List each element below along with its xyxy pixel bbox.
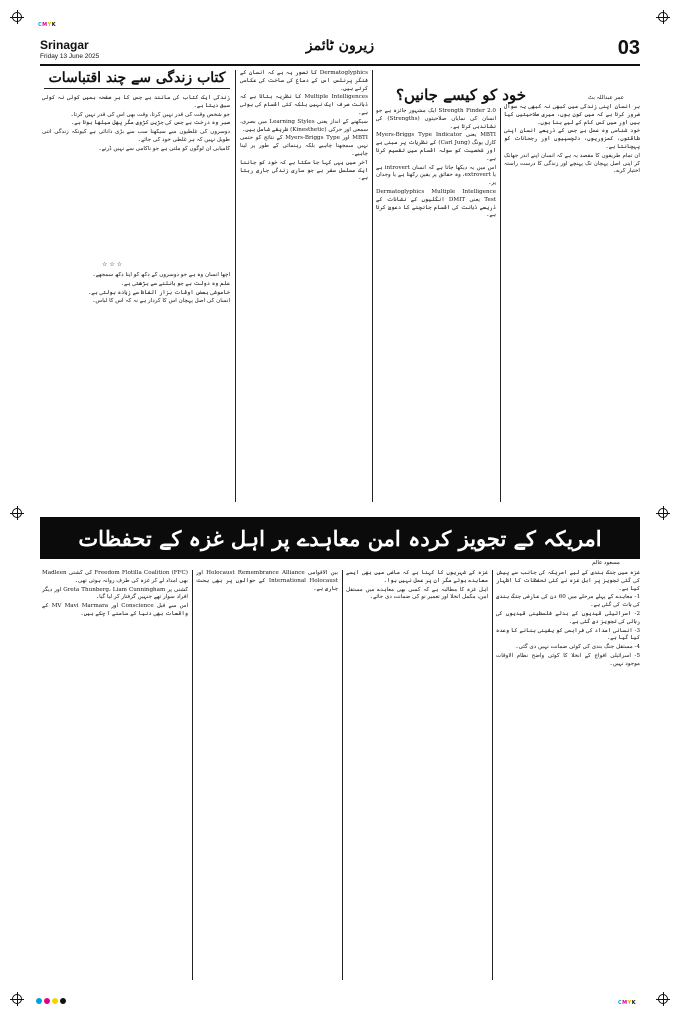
masthead-logo: زیرون ٹائمز bbox=[305, 38, 375, 54]
paragraph: کشتی پر Greta Thunberg، Liam Cunningham اور دیگر افراد سوار تھے جنہیں گرفتار کر لیا گیا۔ bbox=[42, 586, 188, 601]
article-khud-column-2 bbox=[504, 104, 640, 502]
article-khud-column-1 bbox=[376, 108, 496, 502]
registration-mark bbox=[12, 12, 22, 22]
color-bar bbox=[36, 998, 66, 1004]
paragraph: ہر انسان اپنی زندگی میں کبھی نہ کبھی یہ سوال ضرور کرتا ہے کہ میں کون ہوں، میری صلاحیتیں کیا ہیں اور میں کس کام کے لیے بنا ہوں۔ bbox=[504, 104, 640, 126]
registration-mark bbox=[658, 508, 668, 518]
paragraph: ان تمام طریقوں کا مقصد یہ ہے کہ انسان اپنے اندر جھانک کر اپنی اصل پہچان تک پہنچے اور زندگی کا درست راستہ اختیار کرے۔ bbox=[504, 152, 640, 175]
list-item: 2- اسرائیلی قیدیوں کے بدلے فلسطینی قیدیوں کی رہائی کی تجویز دی گئی ہے۔ bbox=[496, 610, 640, 625]
paragraph: خود شناسی وہ عمل ہے جس کے ذریعے انسان اپنی طاقتوں، کمزوریوں، دلچسپیوں اور رجحانات کو پہچانتا ہے۔ bbox=[504, 128, 640, 150]
registration-mark bbox=[658, 12, 668, 22]
paragraph: خاموشی بعض اوقات ہزار الفاظ سے زیادہ بولتی ہے۔ bbox=[87, 289, 230, 296]
paragraph: MBTI یعنی Myers-Briggs Type Indicator کارل یونگ (Carl Jung) کے نظریات پر مبنی ہے اور شخصیت کو سولہ اقسام میں تقسیم کرتا ہے۔ bbox=[376, 132, 496, 162]
column-separator bbox=[500, 108, 501, 502]
list-item: 5- اسرائیلی افواج کے انخلا کا کوئی واضح نظام الاوقات موجود نہیں۔ bbox=[496, 652, 640, 667]
paragraph: انسان کی اصل پہچان اس کا کردار ہے نہ کہ اس کا لباس۔ bbox=[92, 298, 230, 305]
article-title-khud: خود کو کیسے جانیں؟ bbox=[395, 86, 527, 104]
article-gaza-column-1 bbox=[496, 570, 640, 980]
column-separator bbox=[192, 570, 193, 980]
header-rule bbox=[40, 64, 640, 66]
paragraph: غزہ میں جنگ بندی کے لیے امریکہ کی جانب سے پیش کی گئی تجویز پر اہل غزہ نے کئی تحفظات کا اظہار کیا ہے۔ bbox=[496, 570, 640, 592]
paragraph: جو شخص وقت کی قدر نہیں کرتا، وقت بھی اس کی قدر نہیں کرتا۔ bbox=[70, 111, 230, 118]
paragraph: Multiple Intelligences کا نظریہ بتاتا ہے کہ ذہانت صرف ایک نہیں بلکہ کئی اقسام کی ہوتی ہے۔ bbox=[240, 94, 368, 116]
list-item: 1- معاہدے کے پہلے مرحلے میں 60 دن کی عارضی جنگ بندی کی بات کی گئی ہے۔ bbox=[496, 594, 640, 609]
paragraph: صبر وہ درخت ہے جس کی جڑیں کڑوی مگر پھل میٹھا ہوتا ہے۔ bbox=[71, 120, 230, 127]
article-gaza-column-3 bbox=[196, 570, 338, 980]
banner-headline: امریکہ کے تجویز کردہ امن معاہدے پر اہل غزہ کے تحفظات bbox=[40, 517, 640, 559]
edition-date: Friday 13 June 2025 bbox=[40, 53, 100, 60]
paragraph: بین الاقوامی Holocaust Remembrance Alliance اور International Holocaust کے حوالوں پر بھی بحث جاری ہے۔ bbox=[196, 570, 338, 592]
paragraph: زندگی ایک کتاب کی مانند ہے جس کا ہر صفحہ ہمیں کوئی نہ کوئی سبق دیتا ہے۔ bbox=[42, 95, 230, 109]
paragraph: سیکھنے کے انداز یعنی Learning Styles میں بصری، سمعی اور حرکی (Kinesthetic) طریقے شامل ہیں۔ bbox=[240, 118, 368, 133]
article-kitab-column-1 bbox=[42, 95, 230, 257]
page-header bbox=[40, 38, 640, 64]
edition-city: Srinagar bbox=[40, 38, 89, 52]
cmyk-mark: CMYK bbox=[618, 1000, 637, 1006]
paragraph: دوسروں کی غلطیوں سے سیکھنا سب سے بڑی دانائی ہے کیونکہ زندگی اتنی طویل نہیں کہ ہر غلطی خود کی جائے۔ bbox=[42, 129, 230, 143]
author-byline: عمر عبداللہ بٹ bbox=[588, 95, 624, 101]
article-khud-continuation bbox=[240, 70, 368, 502]
registration-mark bbox=[12, 508, 22, 518]
paragraph: Dermatoglyphics Multiple Intelligence Test یعنی DMIT انگلیوں کے نشانات کے ذریعے ذہانت کی اقسام جانچنے کا دعویٰ کرتا ہے۔ bbox=[376, 188, 496, 219]
paragraph: غزہ کے شہریوں کا کہنا ہے کہ ماضی میں بھی ایسے معاہدے ہوئے مگر ان پر عمل نہیں ہوا۔ bbox=[346, 570, 488, 584]
article-gaza-column-4 bbox=[42, 570, 188, 980]
paragraph: اچھا انسان وہ ہے جو دوسروں کے دکھ کو اپنا دکھ سمجھے۔ bbox=[92, 272, 230, 278]
page-number: 03 bbox=[617, 37, 640, 59]
column-separator bbox=[235, 70, 236, 502]
author-byline: مسعود عالم bbox=[592, 560, 620, 566]
registration-mark bbox=[12, 994, 22, 1004]
list-item: 3- انسانی امداد کی فراہمی کو یقینی بنانے کا وعدہ کیا گیا ہے۔ bbox=[496, 627, 640, 642]
column-separator bbox=[492, 570, 493, 980]
paragraph: علم وہ دولت ہے جو بانٹنے سے بڑھتی ہے۔ bbox=[120, 280, 230, 287]
paragraph: کامیابی ان لوگوں کو ملتی ہے جو ناکامی سے نہیں ڈرتے۔ bbox=[98, 145, 230, 152]
cmyk-mark: CMYK bbox=[38, 22, 57, 28]
paragraph: اس میں یہ دیکھا جاتا ہے کہ انسان introvert ہے یا extrovert، وہ حقائق پر یقین رکھتا ہے یا وجدان پر۔ bbox=[376, 164, 496, 187]
section-divider: ☆☆☆ bbox=[102, 261, 125, 268]
list-item: 4- مستقل جنگ بندی کی کوئی ضمانت نہیں دی گئی۔ bbox=[515, 644, 640, 651]
paragraph: اس سے قبل Conscience اور MV Mavi Marmara کے واقعات بھی دنیا کے سامنے آ چکے ہیں۔ bbox=[42, 603, 188, 617]
article-gaza-column-2 bbox=[346, 570, 488, 980]
paragraph: آخر میں یہی کہا جا سکتا ہے کہ خود کو جاننا ایک مسلسل سفر ہے جو ساری زندگی جاری رہتا ہے۔ bbox=[240, 159, 368, 182]
column-separator bbox=[372, 70, 373, 502]
paragraph: اہل غزہ کا مطالبہ ہے کہ کسی بھی معاہدے میں مستقل امن، مکمل انخلا اور تعمیر نو کی ضمانت دی جائے۔ bbox=[346, 586, 488, 601]
paragraph: Freedom Flotilla Coalition (FFC) کی کشتی Madleen بھی امداد لے کر غزہ کی طرف روانہ ہوئی تھی۔ bbox=[42, 570, 188, 584]
article-title-kitab: کتاب زندگی سے چند اقتباسات bbox=[44, 70, 230, 89]
column-separator bbox=[342, 570, 343, 980]
registration-mark bbox=[658, 994, 668, 1004]
article-kitab-column-2 bbox=[42, 272, 230, 502]
paragraph: MBTI اور Myers-Briggs Type کے نتائج کو حتمی نہیں سمجھنا چاہیے بلکہ رہنمائی کے طور پر لینا چاہیے۔ bbox=[240, 135, 368, 157]
paragraph: Dermatoglyphics کا تصور یہ ہے کہ انسان کے فنگر پرنٹس اس کے دماغ کی ساخت کی عکاسی کرتے ہیں۔ bbox=[240, 70, 368, 92]
paragraph: Strength Finder 2.0 ایک مشہور جائزہ ہے جو انسان کی نمایاں صلاحیتوں (Strengths) کی نشاندہی کرتا ہے۔ bbox=[376, 108, 496, 130]
